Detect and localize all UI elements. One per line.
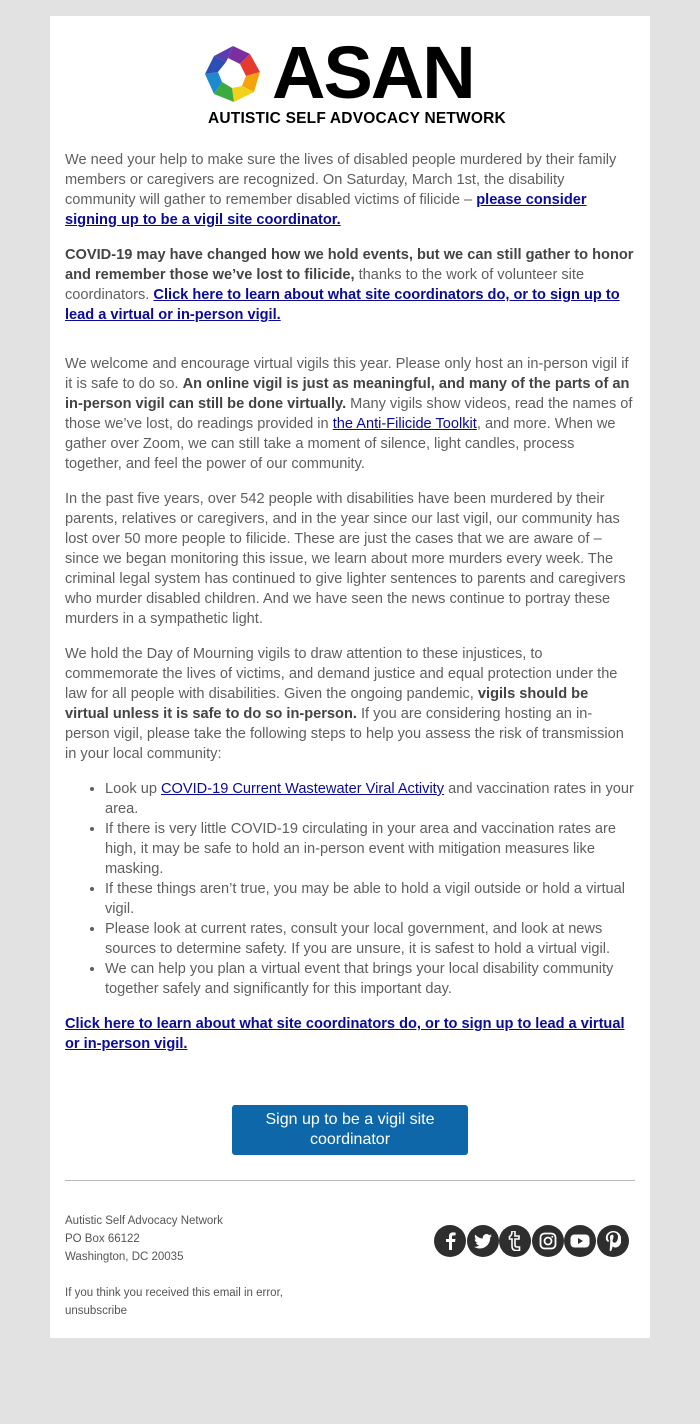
mourning-paragraph: [65, 644, 635, 764]
youtube-icon[interactable]: [564, 1225, 596, 1257]
social-icons: [434, 1225, 629, 1257]
footer-org: Autistic Self Advocacy Network: [65, 1215, 223, 1227]
footer: [65, 1212, 365, 1320]
safety-steps-list: [65, 779, 635, 999]
covid-bold-text: COVID-19 may have changed how we hold events, but we can still gather to honor and remember those we’ve lost to filicide,: [65, 247, 634, 283]
footer-error-text: If you think you received this email in error,: [65, 1287, 283, 1299]
virtual-text-1: We welcome and encourage virtual vigils this year. Please only host an in-person vigil if it is safe to do so.: [65, 356, 629, 392]
mourning-text-1: We hold the Day of Mourning vigils to draw attention to these injustices, to commemorate the lives of victims, and demand justice and equal protection under the law for all people with disabilities. Given the ongoing pandemic,: [65, 646, 618, 702]
unsubscribe-link[interactable]: unsubscribe: [65, 1305, 128, 1317]
instagram-icon[interactable]: [532, 1225, 564, 1257]
asan-logo[interactable]: [200, 31, 506, 130]
virtual-bold-text: An online vigil is just as meaningful, and many of the parts of an in-person vigil can still be done virtually.: [65, 376, 630, 412]
intro-text: We need your help to make sure the lives of disabled people murdered by their family members or caregivers are recognized. On Saturday, March 1st, the disability community will gather to remember disabled victims of filicide –: [65, 152, 617, 208]
virtual-text-2: Many vigils show videos, read the names of those we’ve lost, do readings provided in: [65, 396, 633, 432]
footer-error-note: [65, 1284, 365, 1320]
list-item: • We can help you plan a virtual event that brings your local disability community together safely and significantly for this important day.: [105, 959, 635, 999]
pinterest-icon[interactable]: [597, 1225, 629, 1257]
list-item: • If these things aren’t true, you may be able to hold a vigil outside or hold a virtual vigil.: [105, 879, 635, 919]
virtual-text-3: , and more. When we gather over Zoom, we can still take a moment of silence, light candles, process together, and feel the power of our community.: [65, 416, 616, 472]
list-item: • Look up COVID-19 Current Wastewater Viral Activity and vaccination rates in your area.: [105, 779, 635, 819]
facebook-icon[interactable]: [434, 1225, 466, 1257]
closing-coordinator-link[interactable]: Click here to learn about what site coordinators do, or to sign up to lead a virtual or in-person vigil.: [65, 1016, 625, 1052]
mourning-text-2: If you are considering hosting an in-person vigil, please take the following steps to help you assess the risk of transmission in your local community:: [65, 706, 624, 762]
site-coordinator-link[interactable]: Click here to learn about what site coordinators do, or to sign up to lead a virtual or in-person vigil.: [65, 287, 620, 323]
anti-filicide-toolkit-link[interactable]: the Anti-Filicide Toolkit: [332, 416, 477, 432]
footer-address: [65, 1212, 365, 1266]
covid-text: thanks to the work of volunteer site coordinators.: [65, 267, 585, 303]
footer-po-box: PO Box 66122: [65, 1233, 140, 1245]
asan-hexagon-icon: [200, 42, 266, 108]
logo-subtitle: AUTISTIC SELF ADVOCACY NETWORK: [208, 110, 506, 127]
virtual-paragraph: [65, 354, 635, 474]
intro-paragraph: [65, 150, 635, 230]
footer-city: Washington, DC 20035: [65, 1251, 184, 1263]
email-body: [65, 150, 635, 1069]
list-item: • Please look at current rates, consult your local government, and look at news sources to determine safety. If you are unsure, it is safest to hold a virtual vigil.: [105, 919, 635, 959]
covid-paragraph: [65, 245, 635, 325]
signup-coordinator-button[interactable]: Sign up to be a vigil site coordinator: [232, 1105, 468, 1155]
tumblr-icon[interactable]: [499, 1225, 531, 1257]
footer-divider: [65, 1180, 635, 1181]
wastewater-activity-link[interactable]: COVID-19 Current Wastewater Viral Activity: [161, 781, 445, 797]
list-item: • If there is very little COVID-19 circulating in your area and vaccination rates are high, it may be safe to hold an in-person event with mitigation measures like masking.: [105, 819, 635, 879]
twitter-icon[interactable]: [467, 1225, 499, 1257]
logo-wordmark: ASAN: [272, 31, 474, 114]
mourning-bold-text: vigils should be virtual unless it is safe to do so in-person.: [65, 686, 589, 722]
email-card: [50, 16, 650, 1338]
vigil-coordinator-link[interactable]: please consider signing up to be a vigil site coordinator.: [65, 192, 587, 228]
stats-paragraph: In the past five years, over 542 people with disabilities have been murdered by their parents, relatives or caregivers, and in the year since our last vigil, our community has lost over 50 more people to filicide. These are just the cases that we are aware of – since we began monitoring this issue, we learn about more murders every week. The criminal legal system has continued to give lighter sentences to parents and caregivers who murder disabled children. And we have seen the news continue to portray these murders in a sympathetic light.: [65, 491, 626, 627]
closing-paragraph: [65, 1014, 635, 1054]
